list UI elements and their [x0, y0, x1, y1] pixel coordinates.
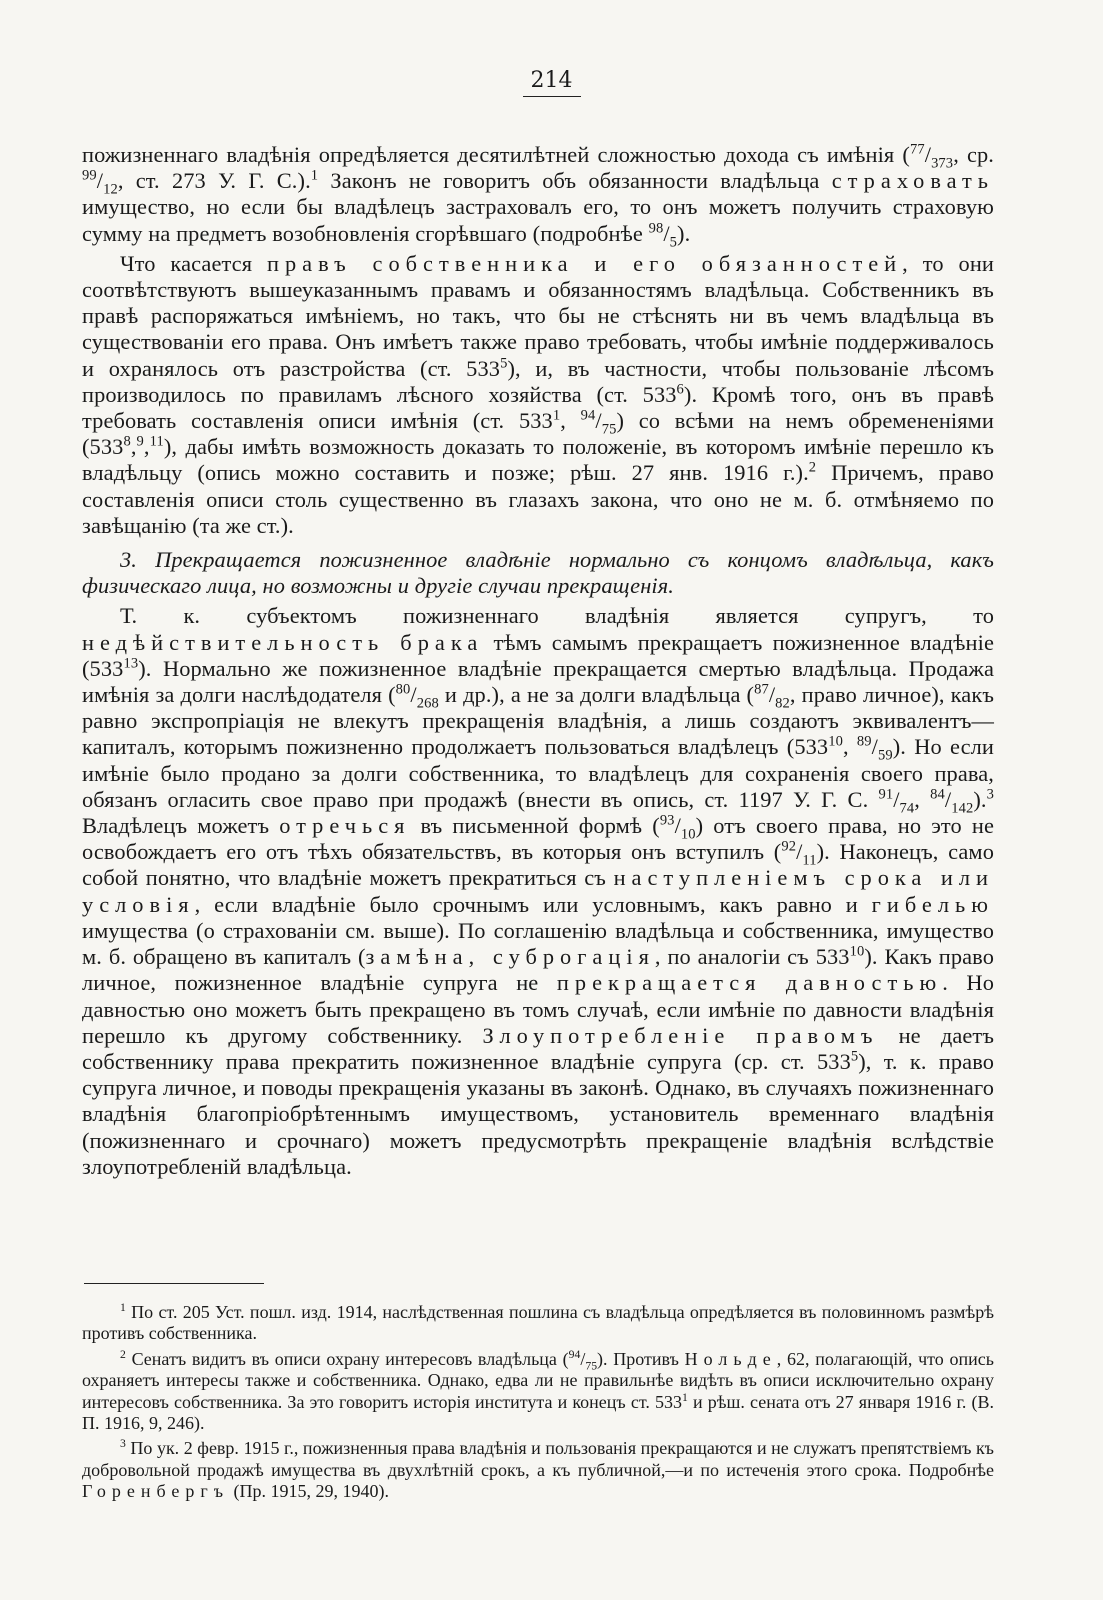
paragraph: пожизненнагo владѣнія опредѣляется десятилѣтней сложностью дохода съ имѣнія ($^{77}/_{373}$, ср. $^{99}/_{12}$, ст. 273 У. Г. С.).$^1$ Законъ не говоритъ объ обязанности владѣльца страховать имущество, но если бы владѣлецъ застраховалъ его, то онъ можетъ получить страховую сумму на предметъ возобновленія сгорѣвшаго (подробнѣе $^{98}/_5$).	[82, 141, 995, 251]
section-heading: 3. Прекращается пожизненное владѣніе нормально съ концомъ владѣльца, какъ физическаго лица, но возможны и другіе случаи прекращенія.	[82, 547, 994, 599]
footnotes	[82, 1302, 994, 1507]
page-number-text: 214	[523, 68, 581, 97]
page-number	[0, 68, 1103, 97]
main-text	[82, 142, 994, 1180]
footnote: $^3$ По ук. 2 февр. 1915 г., пожизненныя права владѣнія и пользованія прекращаются и не служатъ препятствіемъ къ добровольной продажѣ имущества въ двухлѣтній срокъ, а къ публичной,—и по истеченія этого срока. Подробнѣе Горенбергъ (Пр. 1915, 29, 1940).	[82, 1437, 994, 1502]
footnote: $^1$ По ст. 205 Уст. пошл. изд. 1914, наслѣдственная пошлина съ владѣльца опредѣляется въ половинномъ размѣрѣ противъ собственника.	[82, 1301, 994, 1344]
paragraph: Что касается правъ собственника и его обязанностей, то они соотвѣтствуютъ вышеуказаннымъ правамъ и обязанностямъ владѣльца. Собственникъ въ правѣ распоряжаться имѣніемъ, но такъ, что бы не стѣснять ни въ чемъ владѣльца въ существованіи его права. Онъ имѣетъ также право требовать, чтобы имѣніе поддерживалось и охранялось отъ разстройства (ст. $533^5$), и, въ частности, чтобы пользованіе лѣсомъ производилось по правиламъ лѣсного хозяйства (ст. $533^6$). Кромѣ того, онъ въ правѣ требовать составленія описи имѣнія (ст. $533^1$, $^{94}/_{75}$) со всѣми на немъ обремененіями $(533^8,^9,^{11})$, дабы имѣть возможность доказать то положеніе, въ которомъ имѣніе перешло къ владѣльцу (опись можно составить и позже; рѣш. 27 янв. 1916 г.).$^2$ Причемъ, право составленія описи столь существенно въ глазахъ закона, что оно не м. б. отмѣняемо по завѣщанію (та же ст.).	[82, 250, 995, 538]
footnote-divider	[84, 1283, 264, 1284]
footnote: $^2$ Сенатъ видитъ въ описи охрану интересовъ владѣльца $(^{94}/_{75})$. Противъ Нольде, 62, полагающій, что опись охраняетъ интересы также и собственника. Однако, едва ли не правильнѣе видѣть въ описи исключительно охрану интересовъ собственника. За это говоритъ исторія института и конецъ ст. $533^1$ и рѣш. сената отъ 27 января 1916 г. (В. П. 1916, 9, 246).	[82, 1347, 994, 1434]
paragraph: Т. к. субъектомъ пожизненнаго владѣнія является супругъ, то недѣйствительность брака тѣмъ самымъ прекращаетъ пожизненное владѣніе $(533^{13})$. Нормально же пожизненное владѣніе прекращается смертью владѣльца. Продажа имѣнія за долги наслѣдодателя ($^{80}/_{268}$ и др.), а не за долги владѣльца ($^{87}/_{82}$, право личное), какъ равно экспропріація не влекутъ прекращенія владѣнія, а лишь создаютъ эквивалентъ—капиталъ, которымъ пожизненно продолжаетъ пользоваться владѣлецъ ($533^{10}$, $^{89}/_{59}$). Но если имѣніе было продано за долги собственника, то владѣлецъ для сохраненія своего права, обязанъ огласить свое право при продажѣ (внести въ опись, ст. 1197 У. Г. С. $^{91}/_{74}$, $^{84}/_{142}).^3$ Владѣлецъ можетъ отречься въ письменной формѣ $(^{93}/_{10})$ отъ своего права, но это не освобождаетъ его отъ тѣхъ обязательствъ, въ которыя онъ вступилъ $(^{92}/_{11})$. Наконецъ, само собой понятно, что владѣніе можетъ прекратиться съ наступленіемъ срока или условія, если владѣніе было срочнымъ или условнымъ, какъ равно и гибелью имущества (о страхованіи см. выше). По соглашенію владѣльца и собственника, имущество м. б. обращено въ капиталъ (замѣна, суброгація, по аналогіи съ $533^{10}$). Какъ право личное, пожизненное владѣніе супруга не прекращается давностью. Но давностью оно можетъ быть прекращено въ томъ случаѣ, если имѣніе по давности владѣнія перешло къ другому собственнику. Злоупотребленіе правомъ не даетъ собственнику права прекратить пожизненное владѣніе супруга (ср. ст. $533^5$), т. к. право супруга личное, и поводы прекращенія указаны въ законѣ. Однако, въ случаяхъ пожизненнаго владѣнія благопріобрѣтеннымъ имуществомъ, установитель временнаго владѣнія (пожизненнаго и срочнаго) можетъ предусмотрѣть прекращеніе владѣнія вслѣдствіе злоупотребленій владѣльца.	[82, 603, 995, 1179]
